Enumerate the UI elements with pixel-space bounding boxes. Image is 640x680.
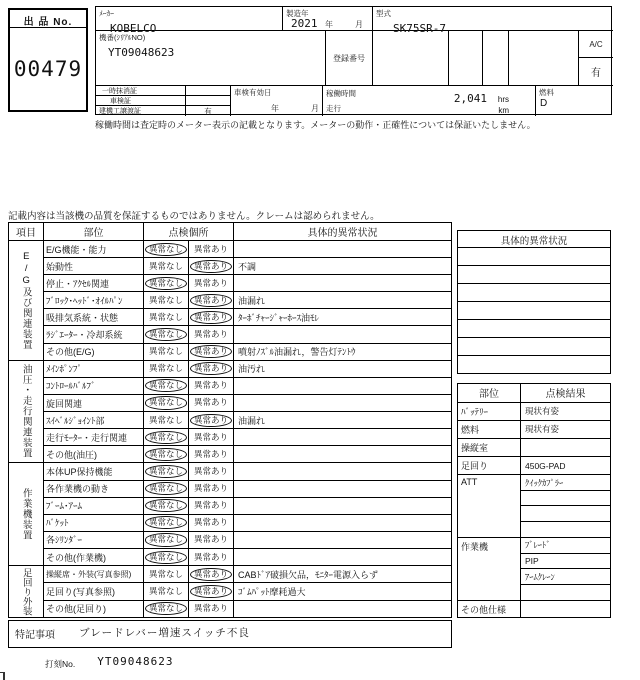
maker-cell xyxy=(96,7,283,35)
abnormality-detail xyxy=(234,549,451,565)
mfg-year-cell xyxy=(283,7,373,31)
right-abnormality-row xyxy=(458,266,610,284)
part-name: 停止・ｱｸｾﾙ関連 xyxy=(44,275,144,291)
inspection-row xyxy=(44,326,451,343)
part-name: ﾌﾞｰﾑ･ｱｰﾑ xyxy=(44,498,144,514)
inspection-table-header xyxy=(9,223,451,241)
meter-note: 稼働時間は査定時のメーター表示の記載となります。メーターの動作・正確性については保証いたしません。 xyxy=(95,120,536,130)
ok-mark: 異常なし xyxy=(145,602,187,615)
header-item: 項目 xyxy=(9,223,44,240)
shaken-month-unit: 月 xyxy=(311,104,319,113)
cert-2-label: 車検証 xyxy=(96,96,186,106)
shaken-year-unit: 年 xyxy=(271,104,279,113)
ac-value: 有 xyxy=(591,68,601,79)
ac-label: A/C xyxy=(589,39,603,49)
hours-value: 2,041 xyxy=(453,92,487,105)
maker-label: ﾒｰｶｰ xyxy=(99,9,114,18)
travel-unit: km xyxy=(498,106,509,115)
result-value xyxy=(521,522,610,537)
ok-mark: 異常なし xyxy=(145,516,187,529)
inspection-row xyxy=(44,395,451,412)
part-name: ﾗｼﾞｴｰﾀｰ・冷却系統 xyxy=(44,326,144,342)
part-name: その他(足回り) xyxy=(44,601,144,617)
inspection-table xyxy=(8,222,452,618)
ng-mark: 異常あり xyxy=(193,380,228,391)
ok-mark: 異常なし xyxy=(145,482,187,495)
result-value xyxy=(521,491,610,507)
group-attachment xyxy=(9,463,451,566)
inspection-row xyxy=(44,463,451,480)
hours-label: 稼働時間 xyxy=(326,89,356,98)
ac-value-cell xyxy=(579,58,613,86)
inspection-row xyxy=(44,601,451,617)
empty-cell-2 xyxy=(449,31,483,86)
ng-mark: 異常あり xyxy=(190,585,232,598)
inspection-row xyxy=(44,498,451,515)
special-notes-label: 特記事項 xyxy=(15,630,55,641)
part-name: 操縦席・外装(写真参照) xyxy=(44,566,144,582)
result-row-workequipment xyxy=(458,538,610,601)
ok-mark: 異常なし xyxy=(148,586,183,597)
result-row-cab xyxy=(458,439,610,458)
abnormality-detail xyxy=(234,498,451,514)
empty-cell-3 xyxy=(483,31,509,86)
ng-mark: 異常あり xyxy=(190,414,232,427)
abnormality-detail xyxy=(234,378,451,394)
ok-mark: 異常なし xyxy=(145,533,187,546)
result-value: ｸｲｯｸｶﾌﾟﾗｰ xyxy=(521,475,610,491)
ng-mark: 異常あり xyxy=(190,345,232,358)
result-value: 450G-PAD xyxy=(525,460,566,471)
right-abnormality-row xyxy=(458,338,610,356)
right-abnormality-row xyxy=(458,320,610,338)
disclaimer-note: 記載内容は当該機の品質を保証するものではありません。クレームは認められません。 xyxy=(8,211,380,222)
month-unit: 月 xyxy=(355,20,363,29)
ok-mark: 異常なし xyxy=(148,414,183,425)
result-part: ATT xyxy=(458,475,521,536)
part-name: ﾒｲﾝﾎﾟﾝﾌﾟ xyxy=(44,361,144,377)
abnormality-detail: ﾀｰﾎﾞﾁｬｰｼﾞｬｰﾎｰｽ油ﾓﾚ xyxy=(238,312,320,323)
part-name: 吸排気系統・状態 xyxy=(44,309,144,325)
special-notes-value: ブレードレバー増速スイッチ不良 xyxy=(79,627,250,639)
right-abnormality-row xyxy=(458,356,610,373)
fuel-label: 燃料 xyxy=(539,88,554,97)
shaken-cell xyxy=(231,86,323,116)
ng-mark: 異常あり xyxy=(190,362,232,375)
right-result-table xyxy=(457,383,611,618)
ok-mark: 異常なし xyxy=(145,328,187,341)
ng-mark: 異常あり xyxy=(193,483,228,494)
scan-artifact xyxy=(0,672,5,680)
ng-mark: 異常あり xyxy=(193,328,228,339)
inspection-row xyxy=(44,429,451,446)
result-value: 現状有姿 xyxy=(525,406,560,417)
ok-mark: 異常なし xyxy=(145,551,187,564)
cert-2-value xyxy=(186,96,231,106)
inspection-row xyxy=(44,378,451,395)
mfg-year-value: 2021 xyxy=(291,17,318,30)
part-name: 足回り(写真参照) xyxy=(44,583,144,599)
group-hydraulic-label: 油圧・走行関連装置 xyxy=(9,361,44,463)
inspection-row xyxy=(44,532,451,549)
cert-3-value: 有 xyxy=(186,106,231,116)
cert-1-label: 一時抹消証 xyxy=(96,86,186,96)
ok-mark: 異常なし xyxy=(145,465,187,478)
ok-mark: 異常なし xyxy=(145,396,187,409)
inspection-row xyxy=(44,241,451,258)
auction-number-block xyxy=(8,8,88,112)
ok-mark: 異常なし xyxy=(145,243,187,256)
ng-mark: 異常あり xyxy=(190,294,232,307)
result-part: 作業機 xyxy=(458,538,521,600)
ng-mark: 異常あり xyxy=(193,603,228,614)
part-name: 走行ﾓｰﾀｰ・走行関連 xyxy=(44,429,144,445)
auction-number-label: 出 品 No. xyxy=(10,10,86,28)
result-part: 足回り xyxy=(458,457,521,474)
ng-mark: 異常あり xyxy=(193,465,228,476)
abnormality-detail xyxy=(234,275,451,291)
header-part: 部位 xyxy=(44,223,144,240)
result-row-undercarriage xyxy=(458,457,610,475)
year-unit: 年 xyxy=(325,20,333,29)
result-header-part: 部位 xyxy=(458,384,521,402)
abnormality-detail xyxy=(234,326,451,342)
ok-mark: 異常なし xyxy=(148,294,183,305)
inspection-row xyxy=(44,515,451,532)
abnormality-detail: 油漏れ xyxy=(238,295,266,306)
part-name: ｽｲﾍﾞﾙｼﾞｮｲﾝﾄ部 xyxy=(44,412,144,428)
ok-mark: 異常なし xyxy=(148,260,183,271)
ac-label-cell xyxy=(579,31,613,58)
result-part: その他仕様 xyxy=(458,601,521,617)
fuel-value: D xyxy=(540,98,548,109)
special-notes-box xyxy=(8,620,452,648)
ok-mark: 異常なし xyxy=(145,431,187,444)
ng-mark: 異常あり xyxy=(193,551,228,562)
abnormality-detail xyxy=(234,241,451,257)
ok-mark: 異常なし xyxy=(145,448,187,461)
abnormality-detail xyxy=(234,532,451,548)
inspection-row xyxy=(44,481,451,498)
right-abnormality-row xyxy=(458,284,610,302)
inspection-row xyxy=(44,361,451,378)
inspection-row xyxy=(44,566,451,583)
inspection-row xyxy=(44,275,451,292)
part-name: その他(油圧) xyxy=(44,446,144,462)
ng-mark: 異常あり xyxy=(193,397,228,408)
part-name: その他(作業機) xyxy=(44,549,144,565)
auction-number-value: 00479 xyxy=(13,57,83,81)
ok-mark: 異常なし xyxy=(148,568,183,579)
result-value: PIP xyxy=(521,554,610,570)
abnormality-detail xyxy=(234,481,451,497)
ng-mark: 異常あり xyxy=(193,517,228,528)
part-name: 旋回関連 xyxy=(44,395,144,411)
serial-cell xyxy=(96,31,326,86)
empty-cell-1 xyxy=(373,31,449,86)
cert-1-value xyxy=(186,86,231,96)
inspection-row xyxy=(44,258,451,275)
ng-mark: 異常あり xyxy=(193,431,228,442)
cert-3-label: 建機工譲渡証 xyxy=(96,106,186,116)
result-row-fuel xyxy=(458,421,610,439)
stamp-number-value: YT09048623 xyxy=(97,655,174,668)
registration-number-cell xyxy=(326,31,373,86)
result-part: ﾊﾞｯﾃﾘｰ xyxy=(458,403,521,420)
part-name: ﾊﾞｹｯﾄ xyxy=(44,515,144,531)
inspection-row xyxy=(44,309,451,326)
model-value: SK75SR-7 xyxy=(393,22,446,35)
hours-travel-cell xyxy=(323,86,536,116)
ok-mark: 異常なし xyxy=(148,346,183,357)
ng-mark: 異常あり xyxy=(190,568,232,581)
ok-mark: 異常なし xyxy=(145,499,187,512)
result-value xyxy=(521,585,610,600)
group-hydraulic xyxy=(9,361,451,464)
inspection-row xyxy=(44,412,451,429)
abnormality-detail: 油汚れ xyxy=(238,364,266,375)
result-value xyxy=(521,601,610,617)
ng-mark: 異常あり xyxy=(193,500,228,511)
ok-mark: 異常なし xyxy=(145,277,187,290)
result-value xyxy=(521,506,610,522)
result-row-battery xyxy=(458,403,610,421)
ok-mark: 異常なし xyxy=(148,311,183,322)
part-name: ﾌﾞﾛｯｸ･ﾍｯﾄﾞ･ｵｲﾙﾊﾟﾝ xyxy=(44,292,144,308)
part-name: その他(E/G) xyxy=(44,344,144,360)
result-value: 現状有姿 xyxy=(525,424,560,435)
header-check: 点検個所 xyxy=(144,223,234,240)
inspection-row xyxy=(44,549,451,565)
abnormality-detail: 噴射ﾉｽﾞﾙ油漏れ，警告灯ﾃﾝﾄｳ xyxy=(238,347,356,358)
right-abnormality-row xyxy=(458,302,610,320)
model-label: 型式 xyxy=(376,9,391,18)
right-abnormality-header: 具体的異常状況 xyxy=(458,231,610,248)
ng-mark: 異常あり xyxy=(190,311,232,324)
part-name: 各作業機の動き xyxy=(44,481,144,497)
ng-mark: 異常あり xyxy=(193,448,228,459)
inspection-row xyxy=(44,446,451,462)
group-attachment-label: 作業機装置 xyxy=(9,463,44,565)
part-name: 本体UP保持機能 xyxy=(44,463,144,479)
abnormality-detail xyxy=(234,463,451,479)
part-name: ｺﾝﾄﾛｰﾙﾊﾞﾙﾌﾞ xyxy=(44,378,144,394)
travel-label: 走行 xyxy=(326,104,341,113)
ok-mark: 異常なし xyxy=(148,363,183,374)
part-name: E/G機能・能力 xyxy=(44,241,144,257)
abnormality-detail xyxy=(234,429,451,445)
registration-number-label: 登録番号 xyxy=(333,53,365,63)
result-value: ﾌﾞﾚｰﾄﾞ xyxy=(521,538,610,554)
abnormality-detail xyxy=(234,446,451,462)
ng-mark: 異常あり xyxy=(190,260,232,273)
abnormality-detail xyxy=(234,601,451,617)
hours-unit: hrs xyxy=(497,95,509,104)
header-detail: 具体的異常状況 xyxy=(307,228,378,239)
result-part: 燃料 xyxy=(458,421,521,438)
empty-cell-4 xyxy=(509,31,579,86)
result-row-att xyxy=(458,475,610,537)
part-name: 各ｼﾘﾝﾀﾞｰ xyxy=(44,532,144,548)
abnormality-detail xyxy=(234,515,451,531)
stamp-number-row xyxy=(45,655,173,670)
right-abnormality-row xyxy=(458,248,610,266)
group-engine xyxy=(9,241,451,361)
ng-mark: 異常あり xyxy=(193,277,228,288)
inspection-row xyxy=(44,583,451,600)
serial-label: 機番(ｼﾘｱﾙNO) xyxy=(99,33,146,42)
part-name: 始動性 xyxy=(44,258,144,274)
result-header-result: 点検結果 xyxy=(545,389,586,401)
ok-mark: 異常なし xyxy=(145,379,187,392)
result-part: 操縦室 xyxy=(458,439,521,457)
inspection-row xyxy=(44,292,451,309)
group-undercarriage xyxy=(9,566,451,617)
result-value xyxy=(521,439,610,457)
ng-mark: 異常あり xyxy=(193,243,228,254)
abnormality-detail: CABﾄﾞｱ破損欠品，ﾓﾆﾀｰ電源入らず xyxy=(238,569,379,580)
right-abnormality-table xyxy=(457,230,611,374)
abnormality-detail: 不調 xyxy=(238,261,257,272)
right-result-header xyxy=(458,384,610,403)
stamp-number-label: 打刻No. xyxy=(45,659,76,669)
fuel-cell xyxy=(536,86,613,116)
shaken-label: 車検有効日 xyxy=(234,88,272,97)
machine-info-table xyxy=(95,6,612,115)
model-cell xyxy=(373,7,613,35)
group-undercarriage-label: 足回り外装 xyxy=(9,566,44,617)
abnormality-detail: ｺﾞﾑﾊﾟｯﾄ摩耗過大 xyxy=(238,587,306,598)
maker-value: KOBELCO xyxy=(110,22,157,35)
serial-value: YT09048623 xyxy=(108,46,175,59)
abnormality-detail: 油漏れ xyxy=(238,415,266,426)
ng-mark: 異常あり xyxy=(193,534,228,545)
result-row-otherspec xyxy=(458,601,610,617)
mfg-year-label: 製造年 xyxy=(286,9,309,18)
group-engine-label: E/G及び関連装置 xyxy=(9,241,44,360)
abnormality-detail xyxy=(234,395,451,411)
result-value: ｱｰﾑｸﾚｰﾝ xyxy=(521,569,610,585)
inspection-row xyxy=(44,344,451,360)
